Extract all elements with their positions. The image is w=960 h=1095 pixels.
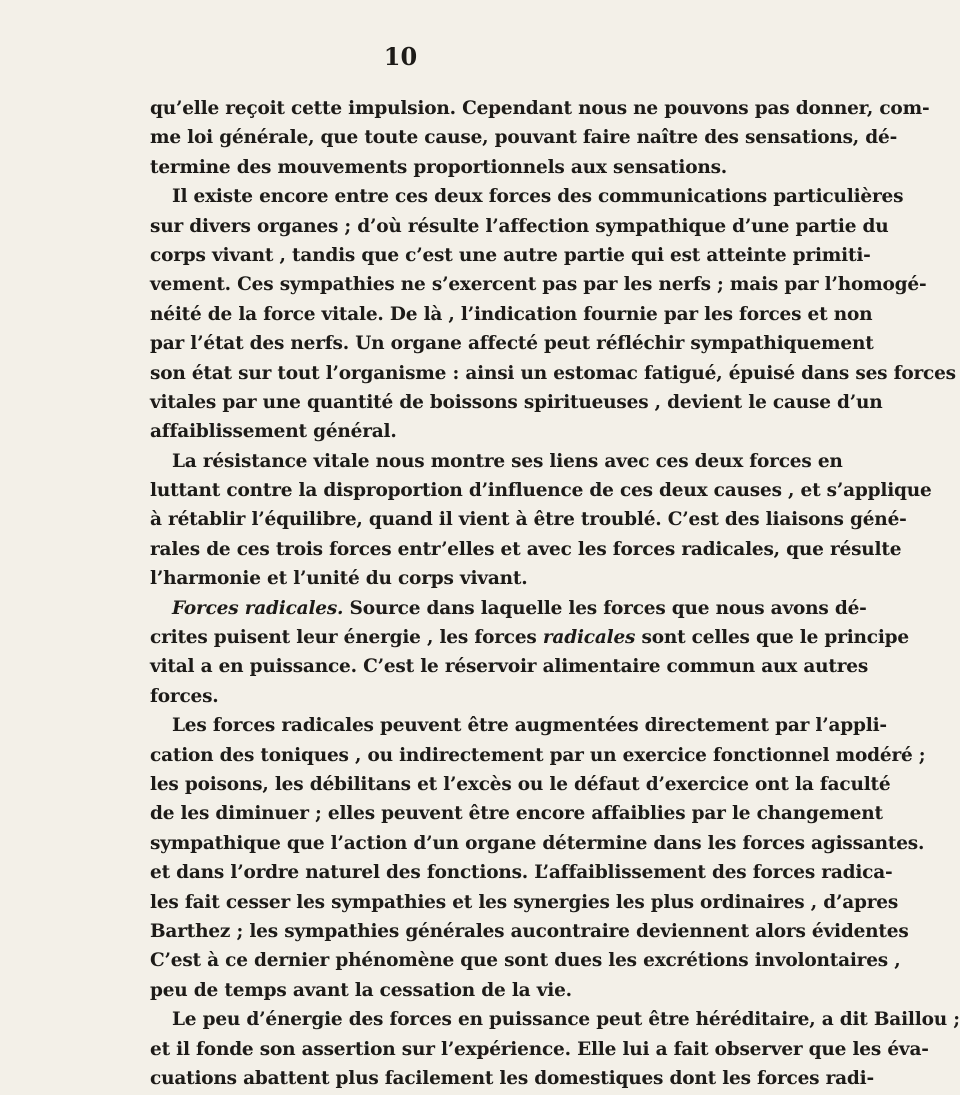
text-run: cation des toniques , ou indirectement par un exercice fonctionnel modéré ; xyxy=(150,744,926,766)
text-line xyxy=(150,564,770,593)
text-line xyxy=(150,359,956,388)
text-line xyxy=(150,388,883,417)
text-line xyxy=(150,770,891,799)
text-run: termine des mouvements proportionnels aux sensations. xyxy=(150,156,728,178)
text-run: forces. xyxy=(150,685,219,707)
text-line xyxy=(150,94,930,123)
text-line xyxy=(150,682,770,711)
text-run: les fait cesser les sympathies et les synergies les plus ordinaires , d’apres xyxy=(150,891,899,913)
text-run: Source dans laquelle les forces que nous avons dé- xyxy=(343,597,867,619)
text-line xyxy=(150,447,843,476)
text-line xyxy=(150,476,932,505)
text-line xyxy=(150,917,909,946)
text-line xyxy=(150,212,889,241)
text-run: l’harmonie et l’unité du corps vivant. xyxy=(150,568,528,590)
text-line xyxy=(150,300,873,329)
text-run: vement. Ces sympathies ne s’exercent pas par les nerfs ; mais par l’homogé- xyxy=(150,274,927,296)
text-run: son état sur tout l’organisme : ainsi un estomac fatigué, épuisé dans ses forces xyxy=(150,362,956,384)
text-run: La résistance vitale nous montre ses liens avec ces deux forces en xyxy=(172,450,843,472)
text-run: les poisons, les débilitans et l’excès ou le défaut d’exercice ont la faculté xyxy=(150,773,891,795)
text-line xyxy=(150,888,899,917)
text-run: Les forces radicales peuvent être augmentées directement par l’appli- xyxy=(172,715,887,737)
text-run: de les diminuer ; elles peuvent être encore affaiblies par le changement xyxy=(150,803,883,825)
text-run: par l’état des nerfs. Un organe affecté peut réfléchir sympathiquement xyxy=(150,333,874,355)
text-line xyxy=(150,535,902,564)
text-line xyxy=(150,594,867,623)
text-line xyxy=(150,946,901,975)
text-line xyxy=(150,623,909,652)
text-run: à rétablir l’équilibre, quand il vient à être troublé. C’est des liaisons géné- xyxy=(150,509,907,531)
text-run: corps vivant , tandis que c’est une autre partie qui est atteinte primiti- xyxy=(150,244,871,266)
text-line xyxy=(150,1035,929,1064)
text-run: et dans l’ordre naturel des fonctions. L’affaiblissement des forces radica- xyxy=(150,862,893,884)
text-run: peu de temps avant la cessation de la vie. xyxy=(150,979,572,1001)
text-line xyxy=(150,741,926,770)
text-run: sur divers organes ; d’où résulte l’affection sympathique d’une partie du xyxy=(150,215,889,237)
text-run: Il existe encore entre ces deux forces des communications particulières xyxy=(172,186,904,208)
text-line xyxy=(150,799,883,828)
text-line xyxy=(150,270,927,299)
text-run: crites puisent leur énergie , les forces xyxy=(150,627,543,649)
text-run: sont celles que le principe xyxy=(635,627,909,649)
text-line xyxy=(150,505,907,534)
text-run: luttant contre la disproportion d’influence de ces deux causes , et s’applique xyxy=(150,480,932,502)
text-line xyxy=(150,123,898,152)
text-line xyxy=(150,652,869,681)
text-line xyxy=(150,153,770,182)
text-run: et il fonde son assertion sur l’expérience. Elle lui a fait observer que les éva- xyxy=(150,1038,929,1060)
text-run: vital a en puissance. C’est le réservoir alimentaire commun aux autres xyxy=(150,656,869,678)
italic-heading: Forces radicales. xyxy=(172,597,344,619)
text-run: me loi générale, que toute cause, pouvant faire naître des sensations, dé- xyxy=(150,127,898,149)
text-line xyxy=(150,417,770,446)
text-run: néité de la force vitale. De là , l’indication fournie par les forces et non xyxy=(150,303,873,325)
text-line xyxy=(150,329,874,358)
text-run: cuations abattent plus facilement les domestiques dont les forces radi- xyxy=(150,1067,874,1089)
text-line xyxy=(150,976,770,1005)
text-line xyxy=(150,829,925,858)
text-line xyxy=(150,241,871,270)
text-run: vitales par une quantité de boissons spiritueuses , devient le cause d’un xyxy=(150,391,883,413)
text-run: C’est à ce dernier phénomène que sont dues les excrétions involontaires , xyxy=(150,950,901,972)
text-line xyxy=(150,1005,960,1034)
body-text xyxy=(150,94,960,1093)
text-line xyxy=(150,182,904,211)
text-line xyxy=(150,711,887,740)
text-run: qu’elle reçoit cette impulsion. Cependant nous ne pouvons pas donner, com- xyxy=(150,98,930,119)
text-run: Le peu d’énergie des forces en puissance peut être héréditaire, a dit Baillou ; xyxy=(172,1009,960,1031)
text-line xyxy=(150,858,893,887)
text-run: sympathique que l’action d’un organe détermine dans les forces agissantes. xyxy=(150,832,925,854)
page-number: 10 xyxy=(383,42,418,71)
text-run: affaiblissement général. xyxy=(150,421,397,443)
text-run: rales de ces trois forces entr’elles et avec les forces radicales, que résulte xyxy=(150,538,902,560)
text-line xyxy=(150,1064,874,1093)
text-run: Barthez ; les sympathies générales aucontraire deviennent alors évidentes xyxy=(150,920,909,942)
italic-term: radicales xyxy=(542,627,636,649)
